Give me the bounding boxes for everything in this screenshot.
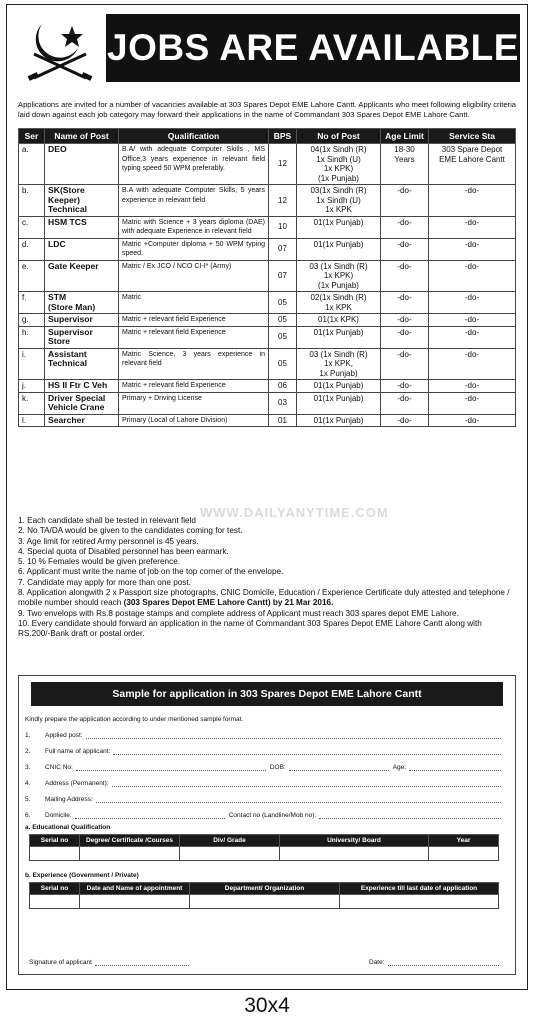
cell-nopost: 01(1x Punjab) (297, 380, 381, 393)
sample-intro: Kindly prepare the application according to under mentioned sample format. (25, 716, 244, 723)
cell-qual: B.A/ with adequate Computer Skills , MS Office,3 years experience in relevant field typing speed 50 WPM preferably. (119, 144, 269, 185)
note-9: 9. Two envelops with Rs.8 postage stamps and complete address of Applicant must reach 303 spares depot EME Lahore. (18, 608, 459, 618)
form-blank-cell (280, 847, 429, 861)
cell-svc: -do- (429, 414, 516, 427)
form-blank-cell (30, 847, 80, 861)
cell-age: 18-30 Years (381, 144, 429, 185)
cell-bps: 07 (269, 238, 297, 260)
table-row (19, 380, 516, 393)
cell-nopost: 02(1x Sindh (R) 1x KPK (297, 292, 381, 314)
column-header: Name of Post (45, 129, 119, 144)
form-column-header: Experience till last date of application (340, 883, 499, 895)
cell-post: HS II Ftr C Veh (45, 380, 119, 393)
cell-qual: Primary (Local of Lahore Division) (119, 414, 269, 427)
table-row (19, 185, 516, 217)
intro-paragraph: Applications are invited for a number of vacancies available at 303 Spares Depot EME Lahore Cantt. Applicants who meet following eligibility criteria laid down against each job category may forward their applications in the name of Commandant 303 Spares Depot EME Lahore Cantt. (18, 100, 516, 119)
field-full-name: 2. Full name of applicant: (25, 747, 501, 755)
cell-qual: Primary + Driving License (119, 392, 269, 414)
cell-age: -do- (381, 216, 429, 238)
note-item: 2. No TA/DA would be given to the candidates coming for test. (18, 526, 243, 536)
cell-nopost: 03 (1x Sindh (R) 1x KPK, 1x Punjab) (297, 348, 381, 380)
experience-section-title: b. Experience (Government / Private) (25, 872, 139, 879)
cell-svc: -do- (429, 380, 516, 393)
cell-post: Supervisor Store (45, 326, 119, 348)
cell-ser: l. (19, 414, 45, 427)
note-item: 7. Candidate may apply for more than one post. (18, 577, 191, 587)
cell-post: Driver Special Vehicle Crane (45, 392, 119, 414)
table-row (19, 260, 516, 292)
signature-field: Signature of applicant (29, 958, 189, 966)
column-header: Qualification (119, 129, 269, 144)
jobs-table-header (19, 129, 516, 144)
cell-age: -do- (381, 260, 429, 292)
cell-ser: i. (19, 348, 45, 380)
column-header: Service Sta (429, 129, 516, 144)
cell-nopost: 03 (1x Sindh (R) 1x KPK) (1x Punjab) (297, 260, 381, 292)
cell-ser: b. (19, 185, 45, 217)
jobs-table (18, 128, 516, 427)
form-column-header: Date and Name of appointment (80, 883, 190, 895)
note-10: 10. Every candidate should forward an application in the name of Commandant 303 Spares Depot EME Lahore Cantt along with RS.200/-Bank draft or postal order. (18, 618, 482, 639)
cell-bps: 07 (269, 260, 297, 292)
sample-title: Sample for application in 303 Spares Depot EME Lahore Cantt (31, 682, 503, 706)
form-blank-cell (429, 847, 499, 861)
header (10, 8, 524, 88)
cell-post: Supervisor (45, 314, 119, 327)
note-8: 8. Application alongwith 2 x Passport size photographs, CNIC Domicile, Education / Experience Certificate duly attested and telephone / mobile number should reach (303 Spares Depot EME Lahore Cantt) by 21 Mar 2016. (18, 588, 510, 608)
cell-post: Assistant Technical (45, 348, 119, 380)
cell-qual: Matric (119, 292, 269, 314)
cell-bps: 05 (269, 326, 297, 348)
cell-ser: g. (19, 314, 45, 327)
watermark: WWW.DAILYANYTIME.COM (200, 505, 389, 520)
form-column-header: University/ Board (280, 835, 429, 847)
cell-post: DEO (45, 144, 119, 185)
form-blank-cell (80, 895, 190, 909)
cell-age: -do- (381, 380, 429, 393)
field-cnic-dob-age: 3. CNIC No: DOB: Age: (25, 763, 501, 771)
date-field: Date: (369, 958, 499, 966)
cell-svc: -do- (429, 292, 516, 314)
form-blank-cell (180, 847, 280, 861)
sample-application (18, 675, 516, 975)
column-header: Age Limit (381, 129, 429, 144)
cell-ser: a. (19, 144, 45, 185)
cell-ser: c. (19, 216, 45, 238)
note-item: 3. Age limit for retired Army personnel is 45 years. (18, 536, 199, 546)
experience-table (29, 882, 499, 909)
cell-qual: B.A with adequate Computer Skills, 5 years experience in relevant field (119, 185, 269, 217)
notes (18, 516, 516, 640)
cell-nopost: 01(1x Punjab) (297, 326, 381, 348)
cell-post: HSM TCS (45, 216, 119, 238)
table-row (19, 144, 516, 185)
table-row (19, 216, 516, 238)
cell-bps: 05 (269, 348, 297, 380)
note-item: 1. Each candidate shall be tested in relevant field (18, 516, 196, 525)
cell-bps: 10 (269, 216, 297, 238)
field-domicile-contact: 6. Domicile: Contact no (Landline/Mob no): (25, 811, 501, 819)
cell-svc: -do- (429, 314, 516, 327)
table-row (19, 314, 516, 327)
cell-age: -do- (381, 414, 429, 427)
cell-bps: 05 (269, 314, 297, 327)
cell-nopost: 01(1x Punjab) (297, 392, 381, 414)
table-row (19, 348, 516, 380)
cell-age: -do- (381, 292, 429, 314)
cell-svc: -do- (429, 326, 516, 348)
cell-ser: k. (19, 392, 45, 414)
cell-bps: 01 (269, 414, 297, 427)
education-table (29, 834, 499, 861)
cell-qual: Matric + relevant field Experience (119, 326, 269, 348)
deadline: (303 Spares Depot EME Lahore Cantt) by 21 Mar 2016. (123, 598, 334, 608)
cell-svc: -do- (429, 392, 516, 414)
cell-bps: 06 (269, 380, 297, 393)
cell-qual: Matric Science, 3 years experience in relevant field (119, 348, 269, 380)
cell-age: -do- (381, 326, 429, 348)
cell-ser: e. (19, 260, 45, 292)
cell-qual: Matric / Ex JCO / NCO CI-I* (Army) (119, 260, 269, 292)
field-mailing-address: 5. Mailing Address: (25, 795, 501, 803)
banner-title: JOBS ARE AVAILABLE (106, 14, 520, 82)
note-item: 6. Applicant must write the name of job on the top corner of the envelope. (18, 567, 284, 577)
cell-qual: Matric with Science + 3 years diploma (DAE) with adequate Experience in relevant field (119, 216, 269, 238)
cell-ser: j. (19, 380, 45, 393)
army-crescent-star-emblem (20, 18, 100, 82)
form-blank-cell (190, 895, 340, 909)
cell-nopost: 01(1x Punjab) (297, 414, 381, 427)
cell-bps: 03 (269, 392, 297, 414)
table-row (19, 238, 516, 260)
cell-svc: 303 Spare Depot EME Lahore Cantt (429, 144, 516, 185)
cell-age: -do- (381, 314, 429, 327)
ad-size-label: 30x4 (244, 994, 290, 1017)
cell-nopost: 01(1x Punjab) (297, 238, 381, 260)
table-row (19, 414, 516, 427)
cell-nopost: 04(1x Sindh (R) 1x Sindh (U) 1x KPK) (1x Punjab) (297, 144, 381, 185)
note-item: 4. Special quota of Disabled personnel has been earmark. (18, 546, 229, 556)
cell-bps: 05 (269, 292, 297, 314)
column-header: BPS (269, 129, 297, 144)
cell-qual: Matric + relevant field Experience (119, 314, 269, 327)
form-blank-cell (80, 847, 180, 861)
cell-age: -do- (381, 392, 429, 414)
table-row (19, 292, 516, 314)
cell-ser: d. (19, 238, 45, 260)
cell-post: LDC (45, 238, 119, 260)
cell-svc: -do- (429, 185, 516, 217)
field-permanent-address: 4. Address (Permanent): (25, 779, 501, 787)
form-column-header: Department/ Organization (190, 883, 340, 895)
cell-bps: 12 (269, 185, 297, 217)
form-column-header: Div/ Grade (180, 835, 280, 847)
form-column-header: Degree/ Certificate /Courses (80, 835, 180, 847)
education-section-title: a. Educational Qualification (25, 824, 111, 831)
cell-nopost: 03(1x Sindh (R) 1x Sindh (U) 1x KPK (297, 185, 381, 217)
cell-nopost: 01(1x Punjab) (297, 216, 381, 238)
table-row (19, 326, 516, 348)
cell-ser: f. (19, 292, 45, 314)
cell-ser: h. (19, 326, 45, 348)
cell-age: -do- (381, 238, 429, 260)
cell-age: -do- (381, 185, 429, 217)
form-column-header: Serial no (30, 835, 80, 847)
cell-qual: Matric + relevant field Experience (119, 380, 269, 393)
cell-svc: -do- (429, 216, 516, 238)
cell-svc: -do- (429, 348, 516, 380)
cell-post: Searcher (45, 414, 119, 427)
form-column-header: Year (429, 835, 499, 847)
form-blank-cell (30, 895, 80, 909)
cell-qual: Matric +Computer diploma + 50 WPM typing speed. (119, 238, 269, 260)
cell-post: Gate Keeper (45, 260, 119, 292)
cell-svc: -do- (429, 238, 516, 260)
form-blank-cell (340, 895, 499, 909)
cell-svc: -do- (429, 260, 516, 292)
column-header: Ser (19, 129, 45, 144)
cell-post: SK(Store Keeper) Technical (45, 185, 119, 217)
cell-bps: 12 (269, 144, 297, 185)
cell-post: STM (Store Man) (45, 292, 119, 314)
field-applied-post: 1. Applied post: (25, 731, 501, 739)
table-row (19, 392, 516, 414)
column-header: No of Post (297, 129, 381, 144)
cell-nopost: 01(1x KPK) (297, 314, 381, 327)
form-column-header: Serial no (30, 883, 80, 895)
note-item: 5. 10 % Females would be given preference. (18, 557, 181, 567)
cell-age: -do- (381, 348, 429, 380)
